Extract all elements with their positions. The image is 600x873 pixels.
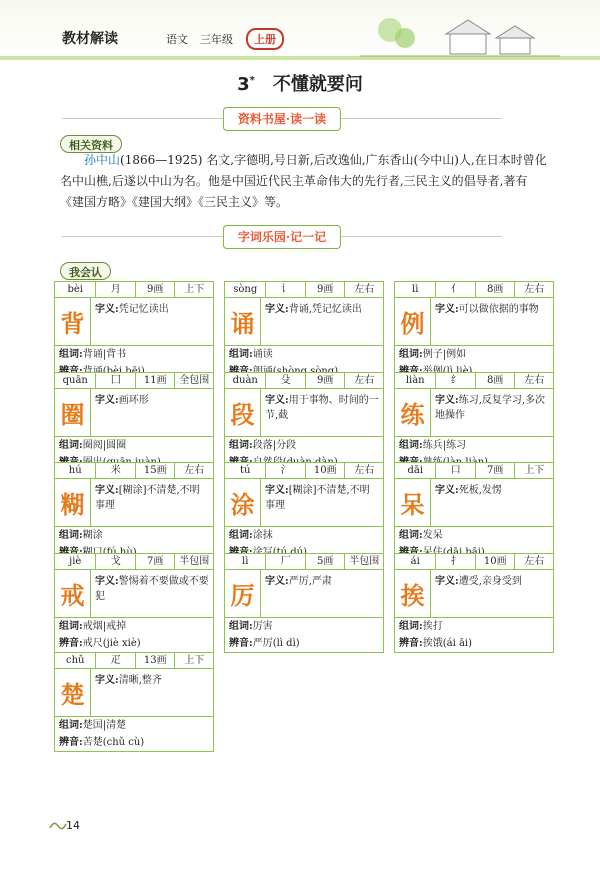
card-info-row (395, 282, 553, 298)
char-meaning: 字义:背诵,凭记忆读出 (265, 304, 362, 315)
char-structure: 左右 (184, 465, 205, 476)
char-radical: 扌 (436, 554, 476, 569)
char-words: 组词:圈阅|圆圈 (59, 440, 127, 451)
char-card (54, 281, 214, 381)
card-main-row (395, 389, 553, 437)
tag-related-info: 相关资料 (60, 135, 122, 153)
char-words: 组词:挨打 (399, 621, 443, 632)
char-meaning: 字义:画环形 (95, 395, 149, 406)
char-strokes: 15画 (136, 463, 176, 478)
bio-text: (1866—1925) 名文,字德明,号日新,后改逸仙,广东香山(今中山)人,在日本时曾化名中山樵,后遂以中山为名。他是中国近代民主革命伟大的先行者,三民主义的倡导者,著有《建国方略》《建国大纲》《三民主义》等。 (60, 153, 547, 209)
lesson-number: 3* (237, 74, 255, 95)
char-pinyin: jiè (55, 554, 96, 569)
header-grade: 三年级 (200, 33, 233, 46)
char-words: 组词:楚国|清楚 (59, 720, 127, 731)
char-words: 组词:例子|例如 (399, 349, 467, 360)
char-structure: 左右 (354, 465, 375, 476)
card-info-row (395, 373, 553, 389)
book-title: 教材解读 (62, 31, 118, 47)
char-meaning: 字义:[糊涂]不清楚,不明事理 (265, 485, 370, 511)
char-pinyin: hú (55, 463, 96, 478)
card-info-row (225, 554, 383, 570)
char-words: 组词:背诵|背书 (59, 349, 127, 360)
char-card (394, 281, 554, 381)
char-radical: 口 (436, 463, 476, 478)
char-meaning: 字义:警惕着不要做或不要犯 (95, 576, 209, 602)
char-distinguish: 辨音:戒尺(jiè xiè) (59, 638, 141, 649)
card-main-row (225, 298, 383, 346)
char-meaning: 字义:清晰,整齐 (95, 675, 162, 686)
char-words: 组词:发呆 (399, 530, 443, 541)
char-structure: 上下 (524, 465, 545, 476)
village-illustration (360, 10, 560, 58)
char-pinyin: duàn (225, 373, 266, 388)
char-radical: 戈 (96, 554, 136, 569)
char-radical: 月 (96, 282, 136, 297)
char-meaning: 字义:凭记忆读出 (95, 304, 169, 315)
char-card (224, 281, 384, 381)
card-info-row (225, 282, 383, 298)
char-meaning: 字义:用于事物、时间的一节,截 (265, 395, 379, 421)
char-card (394, 462, 554, 562)
char-strokes: 9画 (306, 282, 346, 297)
char-structure: 上下 (184, 655, 205, 666)
char-glyph: 挨 (395, 570, 431, 617)
char-words: 组词:练兵|练习 (399, 440, 467, 451)
char-glyph: 楚 (55, 669, 91, 716)
char-card (224, 553, 384, 653)
char-pinyin: dāi (395, 463, 436, 478)
char-words: 组词:戒烟|戒掉 (59, 621, 127, 632)
card-main-row (225, 389, 383, 437)
tag-recognize: 我会认 (60, 262, 111, 280)
char-card (54, 553, 214, 653)
card-main-row (395, 570, 553, 618)
char-pinyin: chǔ (55, 653, 96, 668)
char-radical: 厂 (266, 554, 306, 569)
char-pinyin: ái (395, 554, 436, 569)
card-main-row (55, 298, 213, 346)
char-structure: 左右 (524, 556, 545, 567)
char-card (224, 372, 384, 472)
card-main-row (55, 479, 213, 527)
card-info-row (55, 554, 213, 570)
char-structure: 左右 (524, 375, 545, 386)
char-structure: 上下 (184, 284, 205, 295)
char-glyph: 戒 (55, 570, 91, 617)
lesson-title-text: 不懂就要问 (272, 74, 363, 95)
page-ornament-icon (48, 818, 68, 832)
char-pinyin: lì (395, 282, 436, 297)
char-radical: 纟 (436, 373, 476, 388)
char-glyph: 背 (55, 298, 91, 345)
card-main-row (395, 479, 553, 527)
biography-paragraph (60, 150, 550, 213)
section-bar-words (62, 225, 502, 249)
card-main-row (55, 669, 213, 717)
char-card (54, 372, 214, 472)
char-strokes: 9画 (306, 373, 346, 388)
section-bar-reading (62, 107, 502, 131)
char-strokes: 10画 (306, 463, 346, 478)
char-structure: 半包围 (349, 556, 380, 567)
section-title-reading: 资料书屋·读一读 (223, 107, 341, 131)
char-card (54, 462, 214, 562)
char-card (224, 462, 384, 562)
page-number: 14 (66, 819, 80, 832)
card-main-row (225, 570, 383, 618)
char-meaning: 字义:死板,发愣 (435, 485, 502, 496)
char-strokes: 8画 (476, 373, 516, 388)
char-pinyin: bèi (55, 282, 96, 297)
char-distinguish: 辨音:挨饿(ái āi) (399, 638, 473, 649)
char-strokes: 13画 (136, 653, 176, 668)
section-title-words: 字词乐园·记一记 (223, 225, 341, 249)
char-strokes: 8画 (476, 282, 516, 297)
char-glyph: 圈 (55, 389, 91, 436)
char-card (54, 652, 214, 752)
char-strokes: 9画 (136, 282, 176, 297)
card-main-row (225, 479, 383, 527)
char-radical: 讠 (266, 282, 306, 297)
char-strokes: 7画 (476, 463, 516, 478)
char-meaning: 字义:练习,反复学习,多次地操作 (435, 395, 546, 421)
char-structure: 左右 (354, 284, 375, 295)
char-words: 组词:涂抹 (229, 530, 273, 541)
card-main-row (55, 389, 213, 437)
char-glyph: 诵 (225, 298, 261, 345)
char-strokes: 7画 (136, 554, 176, 569)
char-meaning: 字义:可以做依据的事物 (435, 304, 539, 315)
char-meaning: 字义:[糊涂]不清楚,不明事理 (95, 485, 200, 511)
card-main-row (55, 570, 213, 618)
char-words: 组词:厉害 (229, 621, 273, 632)
char-pinyin: sòng (225, 282, 266, 297)
char-meaning: 字义:遭受,亲身受到 (435, 576, 522, 587)
char-glyph: 涂 (225, 479, 261, 526)
char-distinguish: 辨音:苦楚(chǔ cù) (59, 737, 145, 748)
bio-name: 孙中山 (84, 153, 121, 167)
card-info-row (395, 463, 553, 479)
lesson-title (0, 70, 600, 96)
char-structure: 左右 (524, 284, 545, 295)
char-card (394, 553, 554, 653)
header-subject: 语文 (166, 33, 188, 46)
char-glyph: 段 (225, 389, 261, 436)
char-radical: 米 (96, 463, 136, 478)
card-info-row (395, 554, 553, 570)
char-strokes: 10画 (476, 554, 516, 569)
card-info-row (55, 373, 213, 389)
char-glyph: 例 (395, 298, 431, 345)
char-structure: 左右 (354, 375, 375, 386)
char-distinguish: 辨音:严厉(lì dì) (229, 638, 300, 649)
char-strokes: 5画 (306, 554, 346, 569)
char-pinyin: tú (225, 463, 266, 478)
char-radical: 亻 (436, 282, 476, 297)
char-glyph: 呆 (395, 479, 431, 526)
header-volume-badge: 上册 (246, 28, 284, 50)
char-radical: 殳 (266, 373, 306, 388)
char-strokes: 11画 (136, 373, 176, 388)
char-structure: 半包围 (179, 556, 210, 567)
char-words: 组词:糊涂 (59, 530, 103, 541)
card-info-row (225, 463, 383, 479)
char-radical: 疋 (96, 653, 136, 668)
char-card (394, 372, 554, 472)
char-words: 组词:段落|分段 (229, 440, 297, 451)
char-pinyin: quān (55, 373, 96, 388)
char-radical: 囗 (96, 373, 136, 388)
card-info-row (225, 373, 383, 389)
char-words: 组词:诵读 (229, 349, 273, 360)
char-meaning: 字义:严厉,严肃 (265, 576, 332, 587)
char-structure: 全包围 (179, 375, 210, 386)
card-info-row (55, 653, 213, 669)
char-glyph: 厉 (225, 570, 261, 617)
char-pinyin: liàn (395, 373, 436, 388)
char-glyph: 练 (395, 389, 431, 436)
card-info-row (55, 463, 213, 479)
char-radical: 氵 (266, 463, 306, 478)
char-pinyin: lì (225, 554, 266, 569)
page-header (0, 0, 600, 62)
card-main-row (395, 298, 553, 346)
card-info-row (55, 282, 213, 298)
char-glyph: 糊 (55, 479, 91, 526)
